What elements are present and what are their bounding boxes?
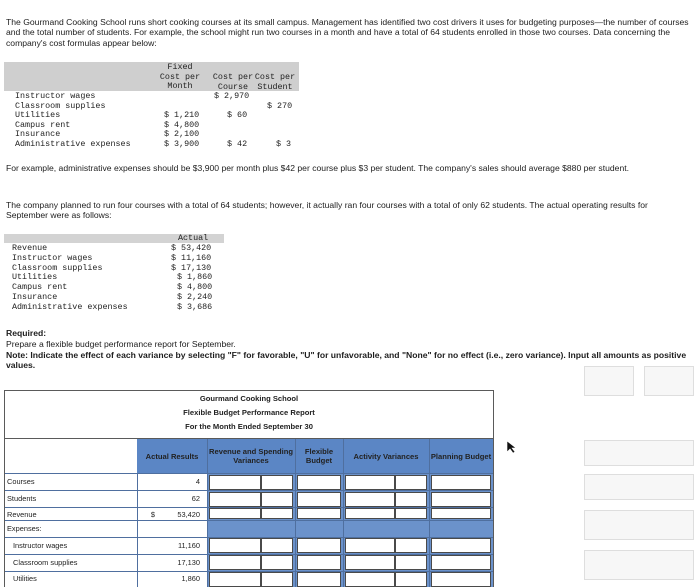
activity-variances-header: Activity Variances [353,451,419,461]
faint-cell [584,440,694,466]
actual-row-value: $ 17,130 [171,262,212,273]
activity-revenue-input[interactable] [345,508,395,519]
student-header: Cost per Student [254,72,296,92]
activity-courses-input[interactable] [345,475,395,490]
required-heading: Required: [6,328,47,338]
actual-classroom-value: 17,130 [177,558,200,567]
faint-cell [644,366,694,396]
planning-instructor-input[interactable] [431,538,491,553]
actual-row-label: Classroom supplies [12,262,103,273]
cost-row-label: Classroom supplies [15,100,106,111]
flexible-courses-input[interactable] [297,475,341,490]
col-divider [207,439,208,587]
cost-row-label: Administrative expenses [15,138,131,149]
revenue-spending-variances-header: Revenue and Spending Variances [209,447,293,465]
actual-row-label: Insurance [12,292,58,302]
planning-budget-header: Planning Budget [430,451,492,461]
report-company: Gourmand Cooking School [199,394,299,403]
activity-instructor-effect-select[interactable] [395,538,427,553]
actual-results-table [4,234,224,316]
actual-row-value: $ 2,240 [177,292,213,302]
rev-var-revenue-effect-select[interactable] [261,508,293,519]
flexible-students-input[interactable] [297,492,341,507]
rev-var-classroom-effect-select[interactable] [261,555,293,570]
row-divider [5,520,493,521]
actual-row-label: Administrative expenses [12,301,128,312]
actual-row-label: Campus rent [12,282,68,293]
cost-course-value: $ 60 [227,110,248,120]
row-divider [5,473,493,474]
row-label-classroom-supplies: Classroom supplies [13,558,78,567]
activity-classroom-input[interactable] [345,555,395,570]
activity-utilities-input[interactable] [345,572,395,587]
faint-cell [584,510,694,540]
row-label-students: Students [7,494,37,503]
planning-students-input[interactable] [431,492,491,507]
rev-var-utilities-input[interactable] [209,572,261,587]
rev-var-courses-input[interactable] [209,475,261,490]
row-label-instructor-wages: Instructor wages [13,541,68,550]
faint-cell [584,550,694,580]
actual-row-value: $ 53,420 [171,243,212,253]
required-note: Note: Indicate the effect of each variance by selecting "F" for favorable, "U" for unfavorable, and "None" for no effect (i.e., zero variance). Input all amounts as positive values. [6,350,687,371]
example-paragraph: For example, administrative expenses should be $3,900 per month plus $42 per course plus $3 per student. The company's sales should average $880 per student. [6,163,629,173]
col-divider [295,439,296,587]
planning-courses-input[interactable] [431,475,491,490]
planning-classroom-input[interactable] [431,555,491,570]
activity-classroom-effect-select[interactable] [395,555,427,570]
actual-row-value: $ 1,860 [177,272,213,283]
cost-student-value: $ 270 [267,100,293,111]
col-divider [429,439,430,587]
actual-utilities-value: 1,860 [181,574,200,583]
activity-revenue-effect-select[interactable] [395,508,427,519]
fixed-header: Fixed Cost per Month [159,62,201,92]
row-label-courses: Courses [7,477,35,486]
row-label-utilities: Utilities [13,574,37,583]
row-label-expenses: Expenses: [7,524,42,533]
planning-revenue-input[interactable] [431,508,491,519]
planned-paragraph: The company planned to run four courses with a total of 64 students; however, it actually ran four courses with a total of only 62 students. The actual operating results for September were as follows: [6,200,648,221]
report-period: For the Month Ended September 30 [185,422,313,431]
cost-course-value: $ 2,970 [214,91,250,101]
actual-row-label: Instructor wages [12,252,93,263]
intro-paragraph: The Gourmand Cooking School runs short cooking courses at its small campus. Management has identified two cost drivers it uses for budgeting purposes—the number of courses and the total number of students. For example, the school might run two courses in a month and have a total of 64 students enrolled in those two courses. Data concerning the company's cost formulas appear below: [6,17,689,48]
report-title: Flexible Budget Performance Report [183,408,315,417]
flexible-utilities-input[interactable] [297,572,341,587]
cost-fixed-value: $ 3,900 [164,138,200,149]
rev-var-utilities-effect-select[interactable] [261,572,293,587]
required-instruction: Prepare a flexible budget performance report for September. [6,339,236,349]
cost-student-value: $ 3 [276,138,292,149]
rev-var-instructor-input[interactable] [209,538,261,553]
activity-students-input[interactable] [345,492,395,507]
cost-course-value: $ 42 [227,138,248,149]
cost-formula-table [4,62,299,156]
course-header: Cost per Course [212,72,254,92]
revenue-currency-sign: $ [150,510,155,519]
actual-row-value: $ 11,160 [171,252,212,263]
cost-fixed-value: $ 4,800 [164,119,200,130]
background-grid [494,360,700,587]
report-title-box [5,391,493,439]
faint-cell [584,474,694,500]
rev-var-revenue-input[interactable] [209,508,261,519]
rev-var-classroom-input[interactable] [209,555,261,570]
actual-instructor-value: 11,160 [177,541,200,550]
cursor-arrow-icon [506,440,518,454]
col-divider [343,439,344,587]
header-label-cell [5,439,137,473]
col-divider [137,473,138,587]
actual-row-value: $ 4,800 [177,282,213,293]
cost-row-label: Instructor wages [15,91,96,101]
actual-row-label: Utilities [12,272,58,283]
flexible-revenue-input[interactable] [297,508,341,519]
flexible-instructor-input[interactable] [297,538,341,553]
cost-row-label: Campus rent [15,119,71,130]
cost-fixed-value: $ 1,210 [164,110,200,120]
planning-utilities-input[interactable] [431,572,491,587]
flexible-classroom-input[interactable] [297,555,341,570]
faint-cell [584,366,634,396]
activity-students-effect-select[interactable] [395,492,427,507]
actual-courses-value: 4 [195,477,200,486]
cost-row-label: Utilities [15,110,61,120]
rev-var-courses-effect-select[interactable] [261,475,293,490]
rev-var-instructor-effect-select[interactable] [261,538,293,553]
actual-students-value: 62 [191,494,200,503]
activity-courses-effect-select[interactable] [395,475,427,490]
actual-results-header: Actual Results [145,451,199,461]
rev-var-students-effect-select[interactable] [261,492,293,507]
rev-var-students-input[interactable] [209,492,261,507]
cost-fixed-value: $ 2,100 [164,129,200,139]
actual-revenue-value: 53,420 [177,510,200,519]
activity-instructor-input[interactable] [345,538,395,553]
flexible-budget-header: Flexible Budget [304,447,334,465]
cost-row-label: Insurance [15,129,61,139]
performance-report-grid [4,390,494,587]
row-label-revenue: Revenue [7,510,37,519]
activity-utilities-effect-select[interactable] [395,572,427,587]
actual-row-label: Revenue [12,243,48,253]
row-divider [5,490,493,491]
actual-row-value: $ 3,686 [177,301,213,312]
actual-header: Actual [178,233,209,243]
